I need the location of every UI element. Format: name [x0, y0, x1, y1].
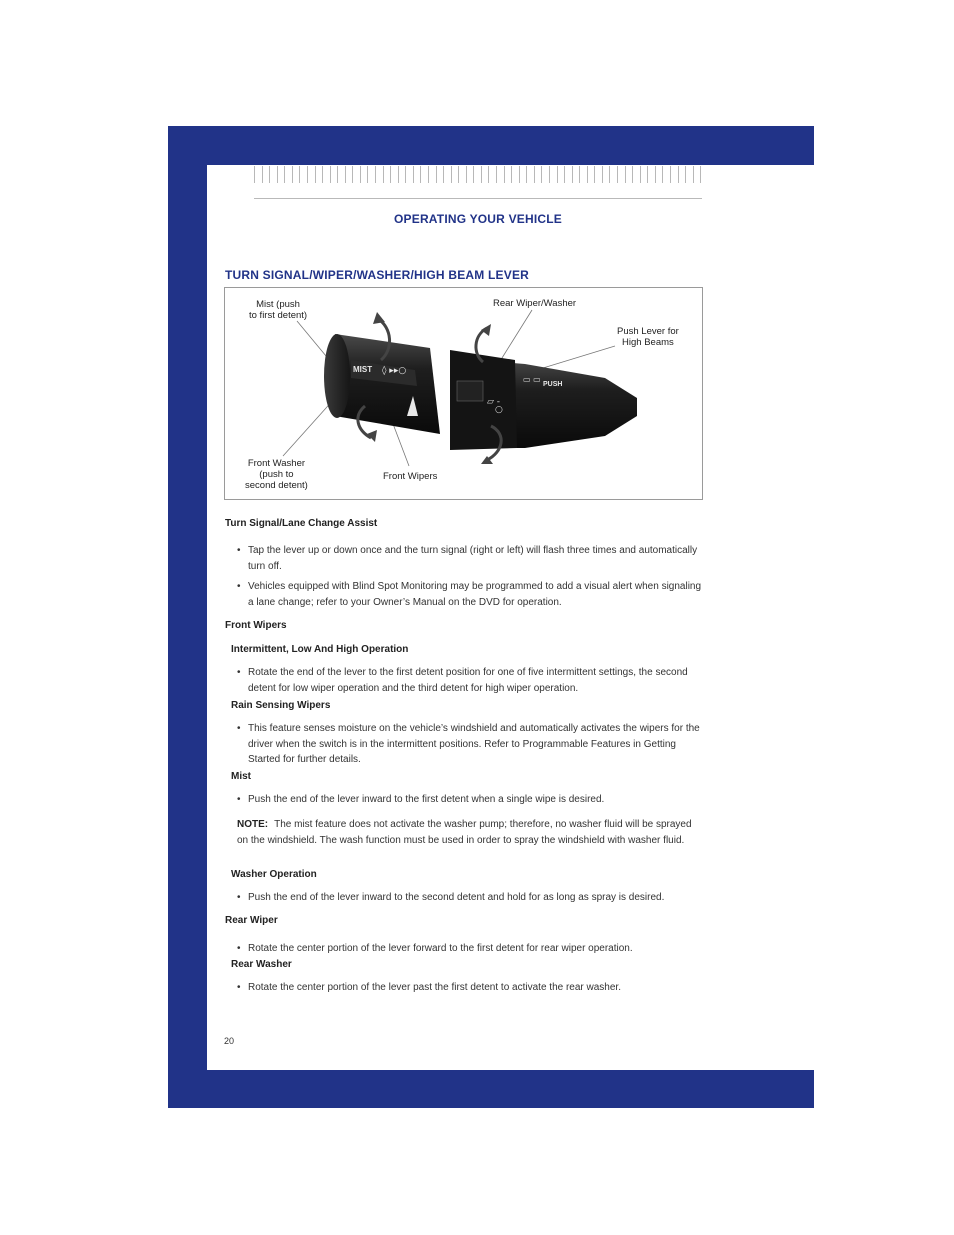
leader-push-lever: [543, 346, 615, 368]
header-tick: [473, 166, 474, 183]
heading-rain-sensing: Rain Sensing Wipers: [231, 700, 331, 711]
header-tick: [526, 166, 527, 183]
mist-label: MIST: [353, 365, 373, 374]
header-tick: [345, 166, 346, 183]
rear-wiper-off: ○: [495, 405, 503, 415]
bullet-turn-signal-2: • Vehicles equipped with Blind Spot Monitoring may be programmed to add a visual alert when signaling a lane change; refer to your Owner’s Manual on the DVD for operation.: [237, 581, 702, 608]
header-tick: [420, 166, 421, 183]
header-tick: [693, 166, 694, 183]
header-tick: [375, 166, 376, 183]
header-tick: [549, 166, 550, 183]
header-tick: [564, 166, 565, 183]
header-rule: [254, 198, 702, 199]
header-tick: [269, 166, 270, 183]
rear-wiper-symbol: ▱ -: [487, 397, 501, 407]
header-tick: [625, 166, 626, 183]
header-tick: [617, 166, 618, 183]
heading-front-wipers: Front Wipers: [225, 620, 287, 631]
callout-rear-wiper-washer: Rear Wiper/Washer: [493, 298, 577, 309]
header-tick: [609, 166, 610, 183]
header-tick: [383, 166, 384, 183]
leader-rear-wiper: [497, 310, 532, 366]
high-beam-symbols: ▭ ▭: [523, 375, 541, 384]
header-tick: [390, 166, 391, 183]
header-tick: [587, 166, 588, 183]
header-tick: [670, 166, 671, 183]
header-tick: [504, 166, 505, 183]
wiper-symbols-front: ◊ ▸▸○: [382, 366, 407, 376]
header-tick: [511, 166, 512, 183]
rear-wiper-window: [457, 381, 483, 401]
header-tick: [405, 166, 406, 183]
header-tick: [262, 166, 263, 183]
header-tick: [488, 166, 489, 183]
heading-washer-operation: Washer Operation: [231, 869, 317, 880]
header-tick: [284, 166, 285, 183]
bullet-turn-signal-1: • Tap the lever up or down once and the turn signal (right or left) will flash three times and automatically turn off.: [237, 545, 698, 572]
header-tick: [678, 166, 679, 183]
header-tick: [458, 166, 459, 183]
header-tick: [330, 166, 331, 183]
header-tick: [428, 166, 429, 183]
header-tick: [254, 166, 255, 183]
header-tick: [277, 166, 278, 183]
header-tick: [413, 166, 414, 183]
header-tick-strip: [254, 166, 702, 183]
heading-rear-wiper: Rear Wiper: [225, 915, 278, 926]
header-tick: [541, 166, 542, 183]
header-tick: [398, 166, 399, 183]
header-tick: [602, 166, 603, 183]
callout-mist: Mist (push to first detent): [249, 299, 308, 321]
header-tick: [299, 166, 300, 183]
header-tick: [632, 166, 633, 183]
header-tick: [315, 166, 316, 183]
callout-front-washer: Front Washer (push to second detent): [245, 458, 308, 491]
header-tick: [700, 166, 701, 183]
header-tick: [352, 166, 353, 183]
header-tick: [451, 166, 452, 183]
page-number: 20: [224, 1036, 235, 1046]
header-tick: [534, 166, 535, 183]
header-tick: [496, 166, 497, 183]
header-tick: [466, 166, 467, 183]
header-tick: [655, 166, 656, 183]
leader-front-washer: [283, 398, 335, 456]
heading-intermittent: Intermittent, Low And High Operation: [231, 644, 409, 655]
push-label: PUSH: [543, 381, 563, 388]
note-mist: NOTE: The mist feature does not activate the washer pump; therefore, no washer fluid will be sprayed on the windshield. The wash function must be used in order to spray the windshield with washer fluid.: [237, 819, 692, 846]
lever-figure: [224, 287, 703, 500]
section-title: OPERATING YOUR VEHICLE: [394, 212, 562, 226]
header-tick: [443, 166, 444, 183]
heading-turn-signal: Turn Signal/Lane Change Assist: [225, 518, 378, 529]
rotation-arrowhead-rear-top: [481, 324, 491, 336]
bullet-intermittent: • Rotate the end of the lever to the first detent position for one of five intermittent settings, the second detent for low wiper operation and the third detent for high wiper operation.: [237, 667, 688, 694]
header-tick: [557, 166, 558, 183]
heading-rear-washer: Rear Washer: [231, 959, 292, 970]
header-tick: [360, 166, 361, 183]
topic-title: TURN SIGNAL/WIPER/WASHER/HIGH BEAM LEVER: [225, 268, 530, 282]
bullet-rear-washer: • Rotate the center portion of the lever past the first detent to activate the rear washer.: [237, 982, 621, 993]
header-tick: [594, 166, 595, 183]
header-tick: [647, 166, 648, 183]
bullet-mist: • Push the end of the lever inward to the first detent when a single wipe is desired.: [237, 794, 605, 805]
bullet-rain-sensing: • This feature senses moisture on the vehicle’s windshield and automatically activates the wipers for the driver when the switch is in the intermittent positions. Refer to Programmable Features in Getting Started for further details.: [237, 723, 700, 765]
lever-end-cap: [324, 334, 350, 418]
header-tick: [337, 166, 338, 183]
header-tick: [367, 166, 368, 183]
header-tick: [322, 166, 323, 183]
bullet-washer-operation: • Push the end of the lever inward to the second detent and hold for as long as spray is desired.: [237, 892, 665, 903]
callout-front-wipers: Front Wipers: [383, 471, 438, 482]
header-tick: [662, 166, 663, 183]
note-label: NOTE:: [237, 819, 269, 830]
bullet-rear-wiper: • Rotate the center portion of the lever forward to the first detent for rear wiper operation.: [237, 943, 633, 954]
header-tick: [572, 166, 573, 183]
heading-mist: Mist: [231, 771, 251, 782]
rotation-arrowhead-front-top: [373, 312, 385, 324]
header-tick: [579, 166, 580, 183]
header-tick: [436, 166, 437, 183]
header-tick: [292, 166, 293, 183]
header-tick: [685, 166, 686, 183]
header-tick: [307, 166, 308, 183]
header-tick: [481, 166, 482, 183]
callout-push-lever: Push Lever for High Beams: [617, 326, 679, 348]
header-tick: [640, 166, 641, 183]
header-tick: [519, 166, 520, 183]
